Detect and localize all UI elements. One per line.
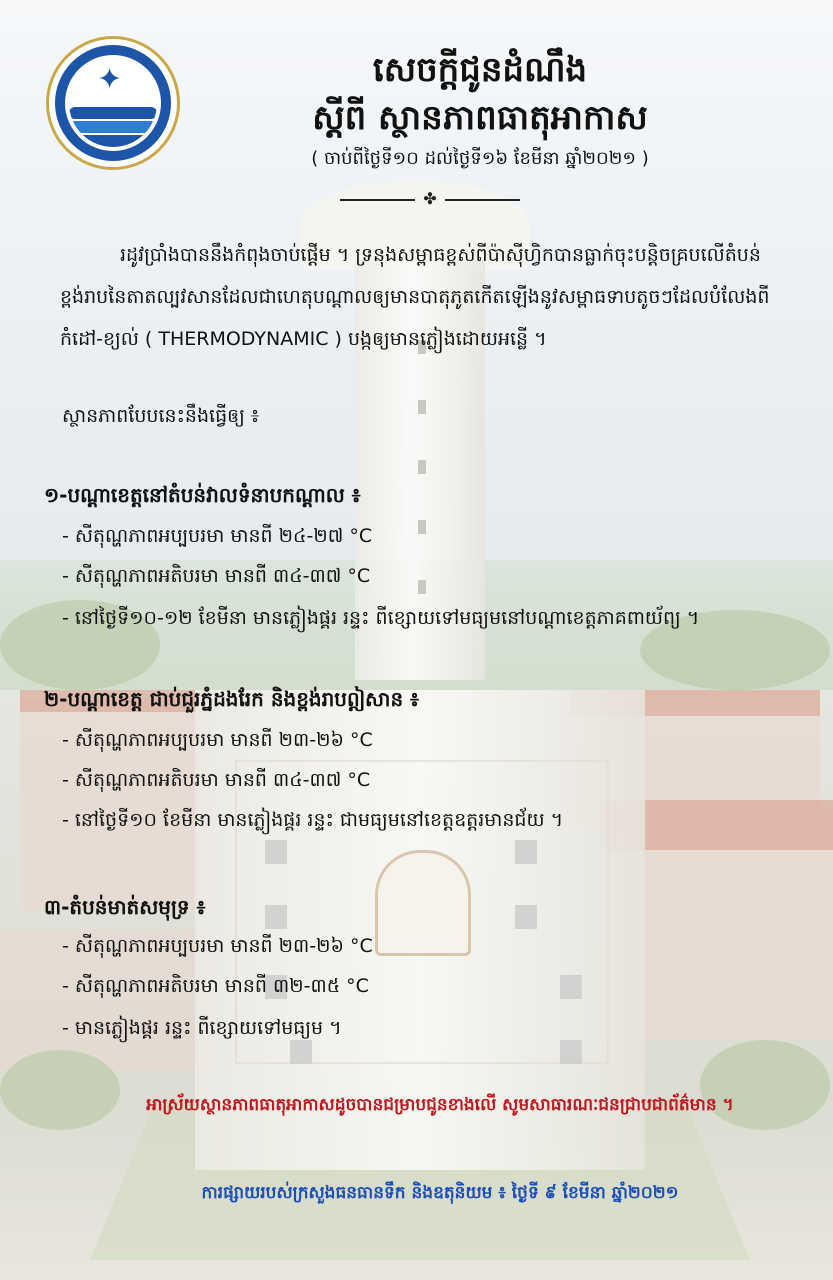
- section-title: ២-បណ្ដាខេត្ត ជាប់ជួរភ្នំដងរែក និងខ្ពង់រាបឦសាន ៖: [44, 687, 419, 711]
- lead-text: ស្ថានភាពបែបនេះនឹងធ្វើឲ្យ ៖: [62, 405, 260, 427]
- list-item: - សីតុណ្ហភាពអតិបរមា មានពី ៣៤-៣៧ °C: [62, 769, 371, 791]
- list-item: - សីតុណ្ហភាពអតិបរមា មានពី ៣៤-៣៧ °C: [62, 565, 371, 587]
- intro-paragraph: រដូវប្រាំងបាននឹងកំពុងចាប់ផ្ដើម ។ ទ្រនុងសម្ពាធខ្ពស់ពីប៉ាស៊ីហ្វិកបានធ្លាក់ចុះបន្តិចគ្របលើតំបន់ខ្ពង់រាបនៃតាតល្បវសានដែលជាហេតុបណ្ដាលឲ្យមានបាតុភូតកើតឡើងនូវសម្ពាធទាបតូចៗដែលបំលែងពីកំដៅ-ខ្យល់ ( THERMODYNAMIC ) បង្កឲ្យមានភ្លៀងដោយអន្លើ ។: [60, 244, 770, 350]
- list-item: - មានភ្លៀងផ្គរ រន្ទះ ពីខ្សោយទៅមធ្យម ។: [62, 1017, 342, 1039]
- section-title: ៣-តំបន់មាត់សមុទ្រ ៖: [44, 895, 206, 919]
- list-item: - សីតុណ្ហភាពអប្បបរមា មានពី ២៤-២៧ °C: [62, 525, 373, 547]
- section-title: ១-បណ្ដាខេត្តនៅតំបន់វាលទំនាបកណ្ដាល ៖: [44, 483, 361, 507]
- list-item: - នៅថ្ងៃទី១០-១២ ខែមីនា មានភ្លៀងផ្គរ រន្ទះ ពីខ្សោយទៅមធ្យមនៅបណ្ដាខេត្តភាគពាយ័ព្យ ។: [62, 607, 700, 629]
- date-range: ( ចាប់ពីថ្ងៃទី១០ ដល់ថ្ងៃទី១៦ ខែមីនា ឆ្នាំ២០២១ ): [311, 148, 649, 169]
- notice-note: អាស្រ័យស្ថានភាពធាតុអាកាសដូចបានជម្រាបជូនខាងលើ សូមសាធារណៈជនជ្រាបជាព័ត៌មាន ។: [146, 1095, 734, 1115]
- list-item: - នៅថ្ងៃទី១០ ខែមីនា មានភ្លៀងផ្គរ រន្ទះ ជាមធ្យមនៅខេត្តឧត្ដរមានជ័យ ។: [62, 809, 564, 831]
- list-item: - សីតុណ្ហភាពអប្បបរមា មានពី ២៣-២៦ °C: [62, 935, 373, 957]
- list-item: - សីតុណ្ហភាពអប្បបរមា មានពី ២៣-២៦ °C: [62, 729, 373, 751]
- page-subtitle: ស្ដីពី ស្ថានភាពធាតុអាកាស: [312, 98, 648, 138]
- publisher-footer: ការផ្សាយរបស់ក្រសួងធនធានទឹក និងឧតុនិយម ៖ ថ្ងៃទី ៩ ខែមីនា ឆ្នាំ២០២១: [201, 1183, 679, 1203]
- page-title: សេចក្ដីជូនដំណឹង: [372, 50, 588, 90]
- ministry-seal-icon: ✦: [46, 36, 180, 170]
- list-item: - សីតុណ្ហភាពអតិបរមា មានពី ៣២-៣៥ °C: [62, 975, 369, 997]
- ornament-divider: ✤: [340, 193, 520, 207]
